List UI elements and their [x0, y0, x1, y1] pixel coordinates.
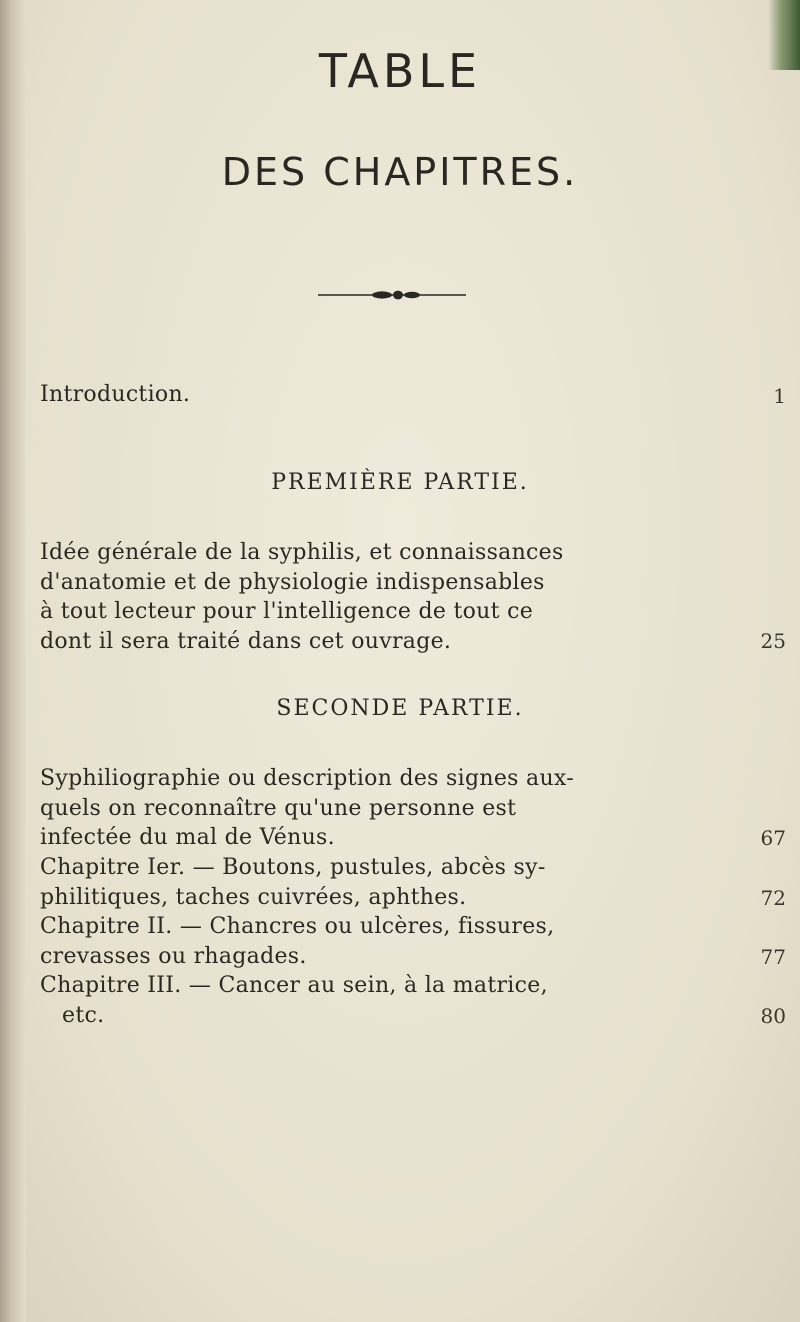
entry-line: quels on reconnaître qu'une personne est: [40, 795, 517, 821]
entry-line: Chapitre III. — Cancer au sein, à la matrice,: [40, 973, 548, 998]
entry-label: Introduction.: [40, 382, 191, 407]
entry-line: philitiques, taches cuivrées, aphthes.: [40, 884, 467, 910]
entry-line: Chapitre II. — Chancres ou ulcères, fissures,: [40, 914, 555, 939]
entry-line: Syphiliographie ou description des signes aux-: [40, 766, 574, 791]
page-number-part1: 25: [760, 629, 786, 653]
entry-line: etc.: [62, 1002, 105, 1028]
entry-line: Idée générale de la syphilis, et connaissances: [40, 540, 564, 565]
entry-line: infectée du mal de Vénus.: [40, 825, 335, 851]
page-number-introduction: 1: [773, 384, 786, 408]
title-line-1: TABLE: [318, 44, 482, 98]
toc-entry-syphiliographie: [40, 764, 640, 853]
page-number-chapitre-2: 77: [760, 945, 786, 969]
page-number-chapitre-1: 72: [760, 886, 786, 910]
title-line-2: DES CHAPITRES.: [221, 150, 579, 194]
page-gutter: [0, 0, 26, 1322]
entry-line: dont il sera traité dans cet ouvrage.: [40, 628, 452, 654]
toc-entry-chapitre-3: [40, 971, 640, 1030]
part1-heading: PREMIÈRE PARTIE.: [271, 470, 529, 495]
entry-line: d'anatomie et de physiologie indispensables: [40, 569, 545, 595]
entry-line: à tout lecteur pour l'intelligence de tout ce: [40, 599, 534, 625]
ornament-divider-icon: [318, 288, 466, 302]
page-number-syphiliographie: 67: [760, 826, 786, 850]
entry-line: crevasses ou rhagades.: [40, 943, 307, 969]
toc-entry-part1: [40, 538, 640, 656]
entry-line: Chapitre Ier. — Boutons, pustules, abcès sy-: [40, 855, 546, 880]
toc-entry-chapitre-2: [40, 912, 640, 971]
toc-entry-chapitre-1: [40, 853, 640, 912]
page-number-chapitre-3: 80: [760, 1004, 786, 1028]
part2-heading: SECONDE PARTIE.: [276, 696, 524, 721]
toc-entry-introduction: [40, 380, 640, 410]
